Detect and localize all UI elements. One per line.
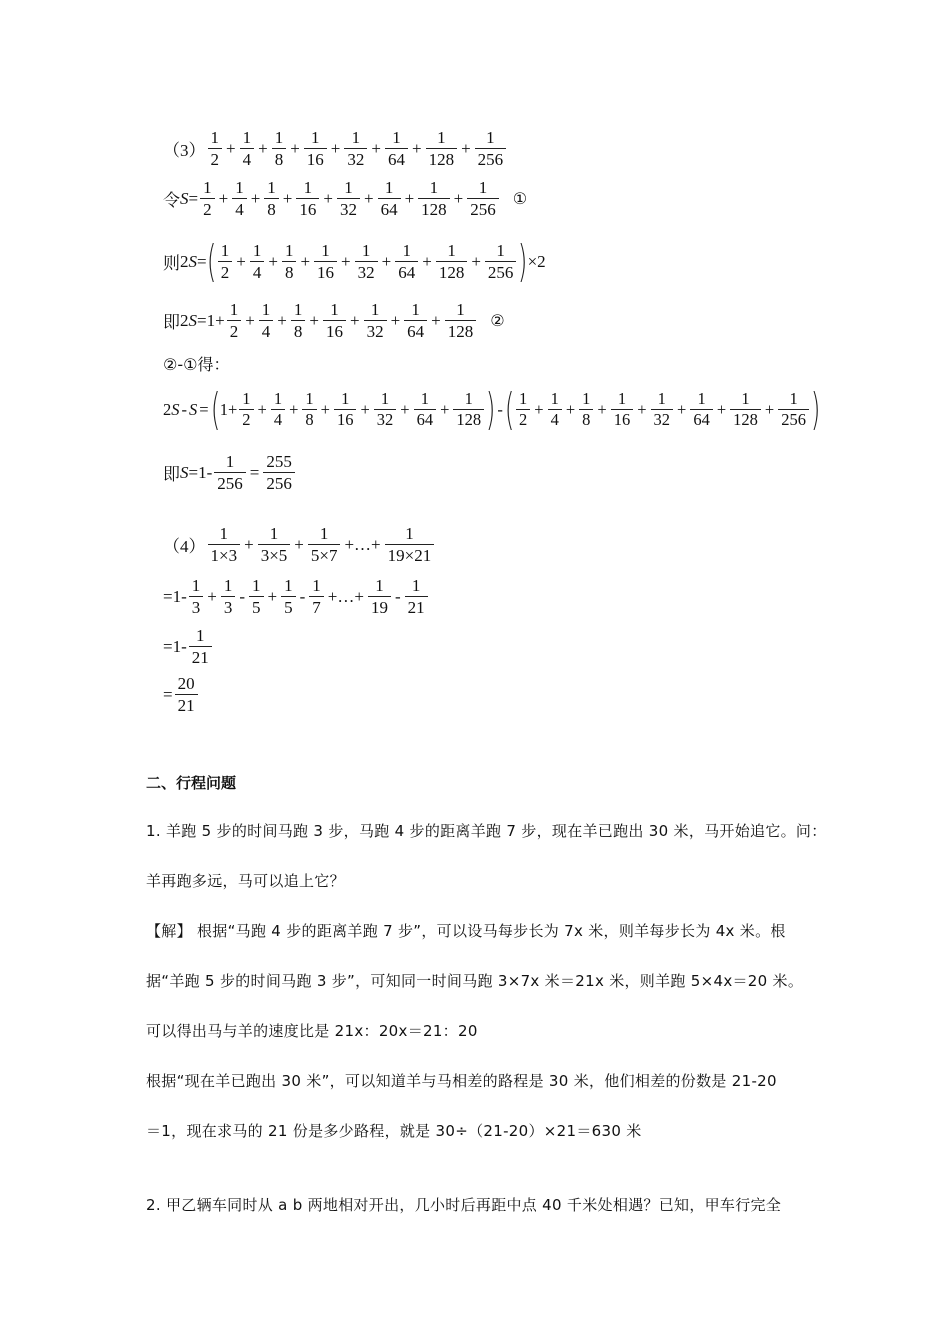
fraction: $\frac{1}{4}$: [548, 390, 562, 430]
fraction: $\frac{1}{3\times 5}$: [258, 524, 291, 565]
p3-label: （3）: [163, 141, 206, 161]
fraction: $\frac{1}{128}$: [436, 241, 468, 282]
fraction: $\frac{1}{2}$: [516, 390, 530, 430]
fraction: $\frac{1}{64}$: [385, 128, 408, 169]
fraction: $\frac{1}{256}$: [485, 241, 517, 282]
fraction: $\frac{1}{16}$: [611, 390, 634, 430]
fraction: $\frac{1}{16}$: [296, 178, 319, 219]
fraction: $\frac{1}{16}$: [334, 390, 357, 430]
fraction: $\frac{1}{256}$: [467, 178, 499, 219]
solution-line1: 【解】 根据“马跑 4 步的距离羊跑 7 步”，可以设马每步长为 7x 米，则羊每步长为 4x 米。根: [146, 922, 786, 940]
fraction: $\frac{1}{2}$: [239, 390, 253, 430]
fraction: $\frac{1}{21}$: [405, 576, 428, 617]
fraction: $\frac{1}{32}$: [651, 390, 674, 430]
fraction: $\frac{1}{8}$: [272, 128, 287, 169]
fraction: $\frac{1}{8}$: [282, 241, 297, 282]
fraction: $\frac{1}{32}$: [364, 300, 387, 341]
fraction: $\frac{1}{8}$: [291, 300, 306, 341]
fraction: $\frac{1}{2}$: [218, 241, 233, 282]
p3-expression: （3） $\frac{1}{2}$ + $\frac{1}{4}$ + $\frac{1}{8}$ + $\frac{1}{16}$ + $\frac{1}{32}$ + $\frac{1}{64}$ + $\frac{1}{128}$ + $\frac{1}{256}$: [163, 128, 508, 169]
fraction: $\frac{1}{64}$: [395, 241, 418, 282]
fraction: $\frac{1}{128}$: [730, 390, 761, 430]
fraction: $\frac{1}{64}$: [404, 300, 427, 341]
fraction: $\frac{255}{256}$: [263, 452, 295, 493]
fraction: $\frac{1}{1\times 3}$: [208, 524, 241, 565]
equation-marker-2: ②: [490, 311, 505, 331]
fraction: $\frac{1}{256}$: [475, 128, 507, 169]
fraction: $\frac{1}{128}$: [453, 390, 484, 430]
fraction: $\frac{1}{4}$: [240, 128, 255, 169]
p4-label: （4）: [163, 537, 206, 557]
fraction: $\frac{1}{5\times 7}$: [308, 524, 341, 565]
equation-marker-1: ①: [512, 189, 528, 209]
solution-line2: 据“羊跑 5 步的时间马跑 3 步”，可知同一时间马跑 3×7x 米＝21x 米，则羊跑 5×4x＝20 米。: [146, 972, 804, 990]
problem1-line2: 羊再跑多远，马可以追上它？: [146, 872, 345, 890]
fraction: $\frac{1}{32}$: [355, 241, 378, 282]
fraction: $\frac{1}{5}$: [281, 576, 296, 617]
problem2-line1: 2. 甲乙辆车同时从 a b 两地相对开出，几小时后再距中点 40 千米处相遇？已知，甲车行完全: [146, 1196, 782, 1214]
fraction: $\frac{1}{8}$: [302, 390, 316, 430]
fraction: $\frac{1}{256}$: [214, 452, 246, 493]
fraction: $\frac{1}{19\times 21}$: [385, 524, 435, 565]
fraction: $\frac{1}{64}$: [378, 178, 401, 219]
p4-step3: = $\frac{20}{21}$: [163, 674, 200, 715]
fraction: $\frac{1}{4}$: [250, 241, 265, 282]
fraction: $\frac{1}{3}$: [221, 576, 236, 617]
p4-step2: =1- $\frac{1}{21}$: [163, 626, 214, 667]
p3-let-s: 令 S = $\frac{1}{2}$ + $\frac{1}{4}$ + $\frac{1}{8}$ + $\frac{1}{16}$ + $\frac{1}{32}$ + $\frac{1}{64}$ + $\frac{1}{128}$ + $\frac{1}{256}$ ①: [163, 178, 528, 219]
fraction: $\frac{1}{8}$: [579, 390, 593, 430]
problem1-line1: 1. 羊跑 5 步的时间马跑 3 步，马跑 4 步的距离羊跑 7 步，现在羊已跑出 30 米，马开始追它。问：: [146, 822, 827, 840]
fraction: $\frac{1}{7}$: [309, 576, 324, 617]
p3-result: 即 S = 1- $\frac{1}{256}$ = $\frac{255}{256}$: [163, 452, 297, 493]
fraction: $\frac{1}{128}$: [426, 128, 458, 169]
fraction: $\frac{1}{128}$: [418, 178, 450, 219]
p3-subtract-step: ②-①得：: [163, 355, 230, 374]
p3-ie-2s: 即 2 S = 1+ $\frac{1}{2}$ + $\frac{1}{4}$ + $\frac{1}{8}$ + $\frac{1}{16}$ + $\frac{1}{32}$ + $\frac{1}{64}$ + $\frac{1}{128}$ ②: [163, 300, 505, 341]
p3-then-2s: 则 2 S = ( $\frac{1}{2}$ + $\frac{1}{4}$ + $\frac{1}{8}$ + $\frac{1}{16}$ + $\frac{1}{32}$ + $\frac{1}{64}$ + $\frac{1}{128}$ + $\frac{1}{256}$ ) ×2: [163, 236, 546, 287]
fraction: $\frac{1}{21}$: [189, 626, 212, 667]
solution-line3: 可以得出马与羊的速度比是 21x：20x＝21：20: [146, 1022, 478, 1040]
p4-step1: =1- $\frac{1}{3}$ + $\frac{1}{3}$ - $\frac{1}{5}$ + $\frac{1}{5}$ - $\frac{1}{7}$ +…+ $\frac{1}{19}$ - $\frac{1}{21}$: [163, 576, 430, 617]
fraction: $\frac{1}{19}$: [368, 576, 391, 617]
fraction: $\frac{1}{16}$: [323, 300, 346, 341]
fraction: $\frac{1}{32}$: [374, 390, 397, 430]
section-heading: 二、行程问题: [146, 774, 237, 792]
fraction: $\frac{1}{8}$: [264, 178, 279, 219]
fraction: $\frac{1}{4}$: [232, 178, 247, 219]
fraction: $\frac{1}{32}$: [344, 128, 367, 169]
fraction: $\frac{1}{16}$: [314, 241, 337, 282]
solution-line5: ＝1，现在求马的 21 份是多少路程，就是 30÷（21-20）×21＝630 米: [146, 1122, 642, 1140]
fraction: $\frac{1}{16}$: [304, 128, 327, 169]
fraction: $\frac{1}{64}$: [690, 390, 713, 430]
fraction: $\frac{20}{21}$: [175, 674, 198, 715]
fraction: $\frac{1}{256}$: [778, 390, 809, 430]
fraction: $\frac{1}{2}$: [200, 178, 215, 219]
fraction: $\frac{1}{32}$: [337, 178, 360, 219]
fraction: $\frac{1}{4}$: [259, 300, 274, 341]
fraction: $\frac{1}{64}$: [414, 390, 437, 430]
p4-expression: （4） $\frac{1}{1\times 3}$ + $\frac{1}{3\times 5}$ + $\frac{1}{5\times 7}$ +…+ $\frac{1}{19\times 21}$: [163, 524, 436, 565]
fraction: $\frac{1}{2}$: [208, 128, 223, 169]
fraction: $\frac{1}{3}$: [189, 576, 204, 617]
fraction: $\frac{1}{2}$: [227, 300, 242, 341]
fraction: $\frac{1}{128}$: [445, 300, 477, 341]
p3-2s-minus-s: 2 S - S = ( 1+ $\frac{1}{2}$ + $\frac{1}{4}$ + $\frac{1}{8}$ + $\frac{1}{16}$ + $\frac{1}{32}$ + $\frac{1}{64}$ + $\frac{1}{128}$ ) - ( $\frac{1}{2}$ + $\frac{1}{4}$ + $\frac{1}{8}$ + $\frac{1}{16}$ + $\frac{1}{32}$ + $\frac{1}{64}$ + $\frac{1}{128}$ + $\frac{1}{256}$ ): [163, 384, 821, 435]
fraction: $\frac{1}{4}$: [271, 390, 285, 430]
fraction: $\frac{1}{5}$: [249, 576, 264, 617]
solution-line4: 根据“现在羊已跑出 30 米”，可以知道羊与马相差的路程是 30 米，他们相差的份数是 21-20: [146, 1072, 777, 1090]
